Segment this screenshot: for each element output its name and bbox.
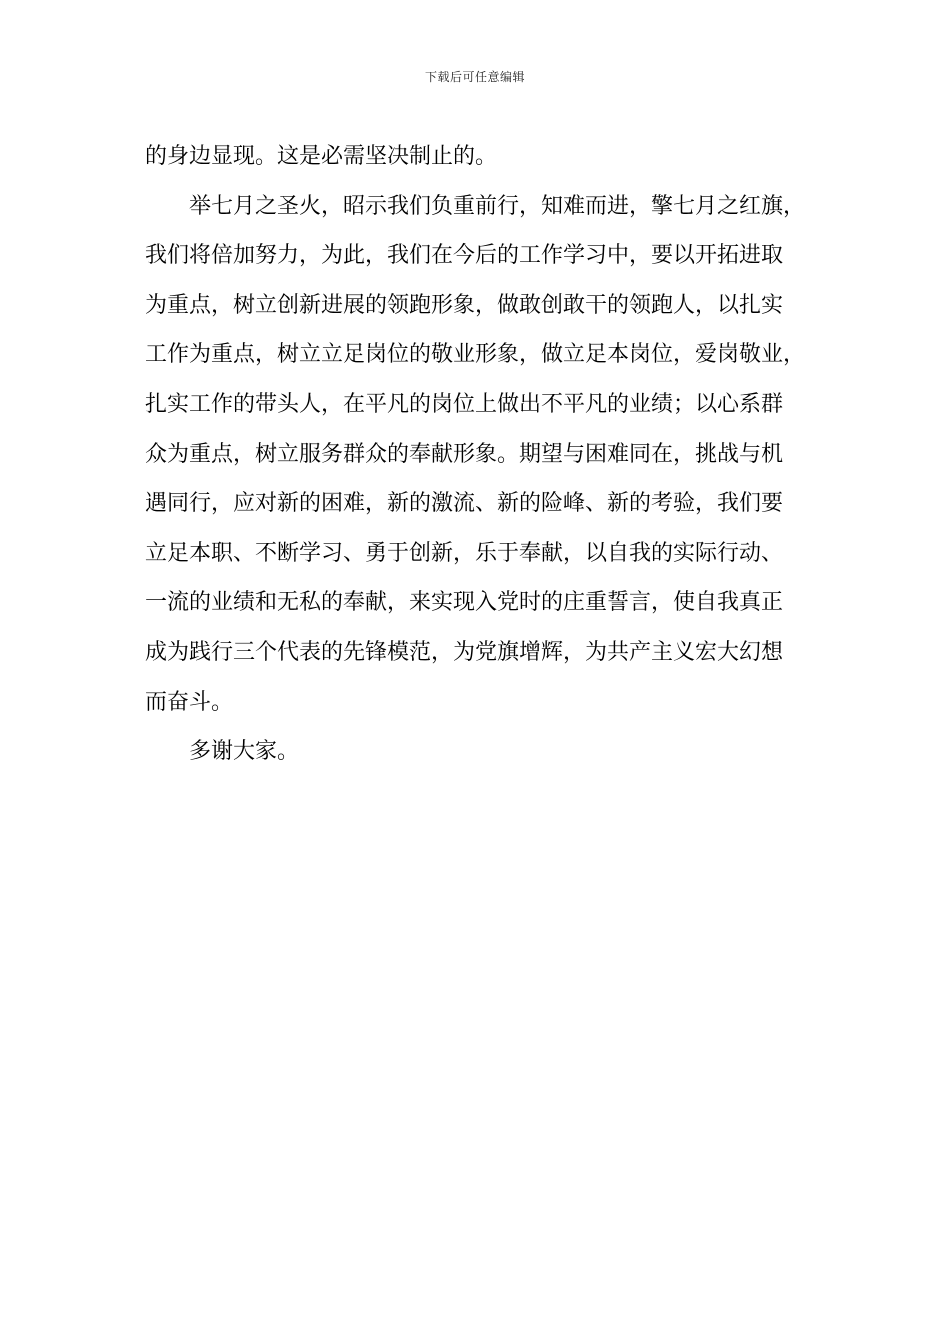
- text-line: 为重点，树立创新进展的领跑形象，做敢创敢干的领跑人，以扎实: [145, 292, 784, 318]
- text-line: 扎实工作的带头人，在平凡的岗位上做出不平凡的业绩；以心系群: [145, 391, 784, 417]
- text-line: 成为践行三个代表的先锋模范，为党旗增辉，为共产主义宏大幻想: [145, 639, 784, 665]
- text-line: 立足本职、不断学习、勇于创新，乐于奉献，以自我的实际行动、: [145, 540, 784, 566]
- text-line: 众为重点，树立服务群众的奉献形象。期望与困难同在，挑战与机: [145, 441, 784, 467]
- text-line: 的身边显现。这是必需坚决制止的。: [145, 144, 498, 169]
- header-note: 下载后可任意编辑: [424, 70, 525, 84]
- text-line: 而奋斗。: [145, 689, 234, 715]
- document-body: [145, 132, 835, 777]
- text-line: 工作为重点，树立立足岗位的敬业形象，做立足本岗位，爱岗敬业，: [145, 342, 806, 368]
- paragraph-start-line: 举七月之圣火，昭示我们负重前行，知难而进，擎七月之红旗，: [189, 193, 806, 219]
- text-line: 遇同行，应对新的困难，新的激流、新的险峰、新的考验，我们要: [145, 491, 784, 517]
- text-line: 我们将倍加努力，为此，我们在今后的工作学习中，要以开拓进取: [145, 243, 784, 269]
- text-line: 一流的业绩和无私的奉献，来实现入党时的庄重誓言，使自我真正: [145, 590, 784, 616]
- closing-line: 多谢大家。: [189, 739, 300, 765]
